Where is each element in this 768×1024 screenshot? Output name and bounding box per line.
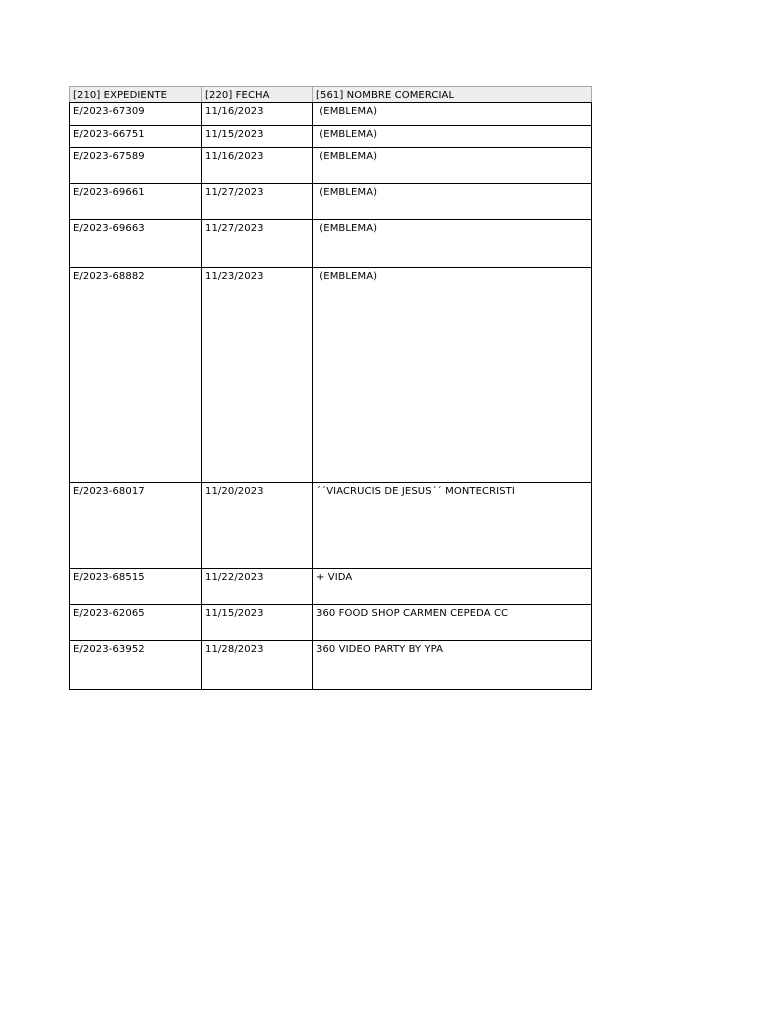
cell-fecha: 11/15/2023 xyxy=(202,126,313,148)
register-table-container xyxy=(69,86,592,690)
cell-fecha: 11/15/2023 xyxy=(202,605,313,641)
header-expediente: [210] EXPEDIENTE xyxy=(70,87,202,103)
cell-expediente: E/2023-67589 xyxy=(70,148,202,184)
table-row xyxy=(70,184,592,220)
cell-fecha: 11/16/2023 xyxy=(202,148,313,184)
header-fecha: [220] FECHA xyxy=(202,87,313,103)
cell-fecha: 11/20/2023 xyxy=(202,483,313,569)
cell-nombre-comercial: (EMBLEMA) xyxy=(313,184,592,220)
cell-nombre-comercial: 360 VIDEO PARTY BY YPA xyxy=(313,641,592,690)
table-header-row xyxy=(70,87,592,103)
cell-expediente: E/2023-68515 xyxy=(70,569,202,605)
cell-nombre-comercial: (EMBLEMA) xyxy=(313,220,592,268)
cell-expediente: E/2023-69663 xyxy=(70,220,202,268)
cell-fecha: 11/22/2023 xyxy=(202,569,313,605)
cell-fecha: 11/27/2023 xyxy=(202,220,313,268)
table-row xyxy=(70,605,592,641)
cell-expediente: E/2023-69661 xyxy=(70,184,202,220)
register-table xyxy=(69,86,592,690)
table-row xyxy=(70,268,592,483)
table-row xyxy=(70,126,592,148)
cell-nombre-comercial: 360 FOOD SHOP CARMEN CEPEDA CC xyxy=(313,605,592,641)
cell-fecha: 11/28/2023 xyxy=(202,641,313,690)
header-nombre-comercial: [561] NOMBRE COMERCIAL xyxy=(313,87,592,103)
cell-expediente: E/2023-68882 xyxy=(70,268,202,483)
cell-expediente: E/2023-68017 xyxy=(70,483,202,569)
cell-nombre-comercial: + VIDA xyxy=(313,569,592,605)
cell-fecha: 11/23/2023 xyxy=(202,268,313,483)
cell-nombre-comercial: (EMBLEMA) xyxy=(313,103,592,126)
cell-expediente: E/2023-67309 xyxy=(70,103,202,126)
cell-expediente: E/2023-63952 xyxy=(70,641,202,690)
cell-nombre-comercial: (EMBLEMA) xyxy=(313,126,592,148)
table-row xyxy=(70,220,592,268)
cell-fecha: 11/16/2023 xyxy=(202,103,313,126)
cell-fecha: 11/27/2023 xyxy=(202,184,313,220)
cell-expediente: E/2023-66751 xyxy=(70,126,202,148)
cell-nombre-comercial: (EMBLEMA) xyxy=(313,268,592,483)
cell-nombre-comercial: ´´VIACRUCIS DE JESUS´´ MONTECRISTI xyxy=(313,483,592,569)
cell-expediente: E/2023-62065 xyxy=(70,605,202,641)
table-row xyxy=(70,483,592,569)
table-row xyxy=(70,569,592,605)
table-row xyxy=(70,148,592,184)
table-row xyxy=(70,103,592,126)
table-row xyxy=(70,641,592,690)
cell-nombre-comercial: (EMBLEMA) xyxy=(313,148,592,184)
